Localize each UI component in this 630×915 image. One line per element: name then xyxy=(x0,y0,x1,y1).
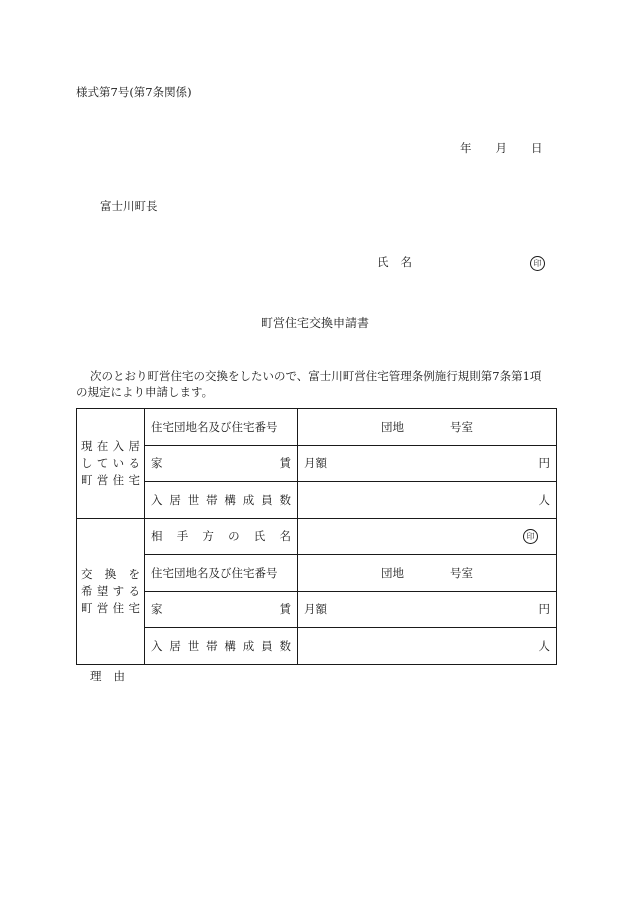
desired-members-field[interactable] xyxy=(298,628,557,665)
members-unit: 人 xyxy=(538,638,550,653)
desired-housing-group-label xyxy=(77,518,145,664)
complex-unit-label: 団地 xyxy=(381,565,404,580)
table-row xyxy=(77,628,557,665)
reason-char-1: 理 xyxy=(90,669,102,683)
group-line: 現在入居 xyxy=(81,438,140,453)
form-number: 様式第7号(第7条関係) xyxy=(76,85,192,99)
members-unit: 人 xyxy=(538,492,550,507)
table-row xyxy=(77,591,557,628)
body-text-line-1: 次のとおり町営住宅の交換をしたいので、富士川町営住宅管理条例施行規則第7条第1項 xyxy=(90,369,542,383)
table-row xyxy=(77,518,557,555)
rent-unit: 円 xyxy=(538,602,550,617)
reason-label xyxy=(90,668,125,684)
rent-prefix: 月額 xyxy=(304,602,327,617)
table-row xyxy=(77,409,557,446)
group-line: 町営住宅 xyxy=(81,600,140,615)
current-complex-label: 住宅団地名及び住宅番号 xyxy=(145,409,298,446)
date-line xyxy=(460,140,543,156)
body-text-line-2: の規定により申請します。 xyxy=(76,385,214,399)
date-month: 月 xyxy=(495,141,507,155)
group-line: 町営住宅 xyxy=(81,472,140,487)
current-members-label: 入居世帯構成員数 xyxy=(145,482,298,519)
rent-unit: 円 xyxy=(538,456,550,471)
reason-char-2: 由 xyxy=(113,669,125,683)
group-line: 希望する xyxy=(81,583,140,598)
partner-name-field[interactable] xyxy=(298,518,557,555)
desired-complex-label: 住宅団地名及び住宅番号 xyxy=(145,555,298,592)
name-label-char-1: 氏 xyxy=(377,255,389,269)
current-members-field[interactable] xyxy=(298,482,557,519)
seal-icon: 印 xyxy=(523,529,538,544)
desired-complex-field[interactable] xyxy=(298,555,557,592)
group-line: 交換を xyxy=(81,566,140,581)
rent-prefix: 月額 xyxy=(304,456,327,471)
room-unit-label: 号室 xyxy=(450,565,473,580)
date-day: 日 xyxy=(531,141,543,155)
date-year: 年 xyxy=(460,141,472,155)
room-unit-label: 号室 xyxy=(450,419,473,434)
desired-rent-field[interactable] xyxy=(298,591,557,628)
group-line: している xyxy=(81,455,140,470)
addressee: 富士川町長 xyxy=(100,199,158,213)
table-row xyxy=(77,555,557,592)
current-complex-field[interactable] xyxy=(298,409,557,446)
applicant-seal-mark xyxy=(530,255,545,271)
seal-icon: 印 xyxy=(530,256,545,271)
application-table xyxy=(76,408,557,665)
applicant-name-label xyxy=(377,254,412,270)
partner-name-label: 相手方の氏名 xyxy=(145,518,298,555)
complex-unit-label: 団地 xyxy=(381,419,404,434)
table-row xyxy=(77,482,557,519)
name-label-char-2: 名 xyxy=(400,255,412,269)
current-rent-label: 家 賃 xyxy=(145,445,298,482)
current-housing-group-label xyxy=(77,409,145,519)
desired-rent-label: 家 賃 xyxy=(145,591,298,628)
document-title: 町営住宅交換申請書 xyxy=(260,316,369,330)
current-rent-field[interactable] xyxy=(298,445,557,482)
desired-members-label: 入居世帯構成員数 xyxy=(145,628,298,665)
table-row xyxy=(77,445,557,482)
